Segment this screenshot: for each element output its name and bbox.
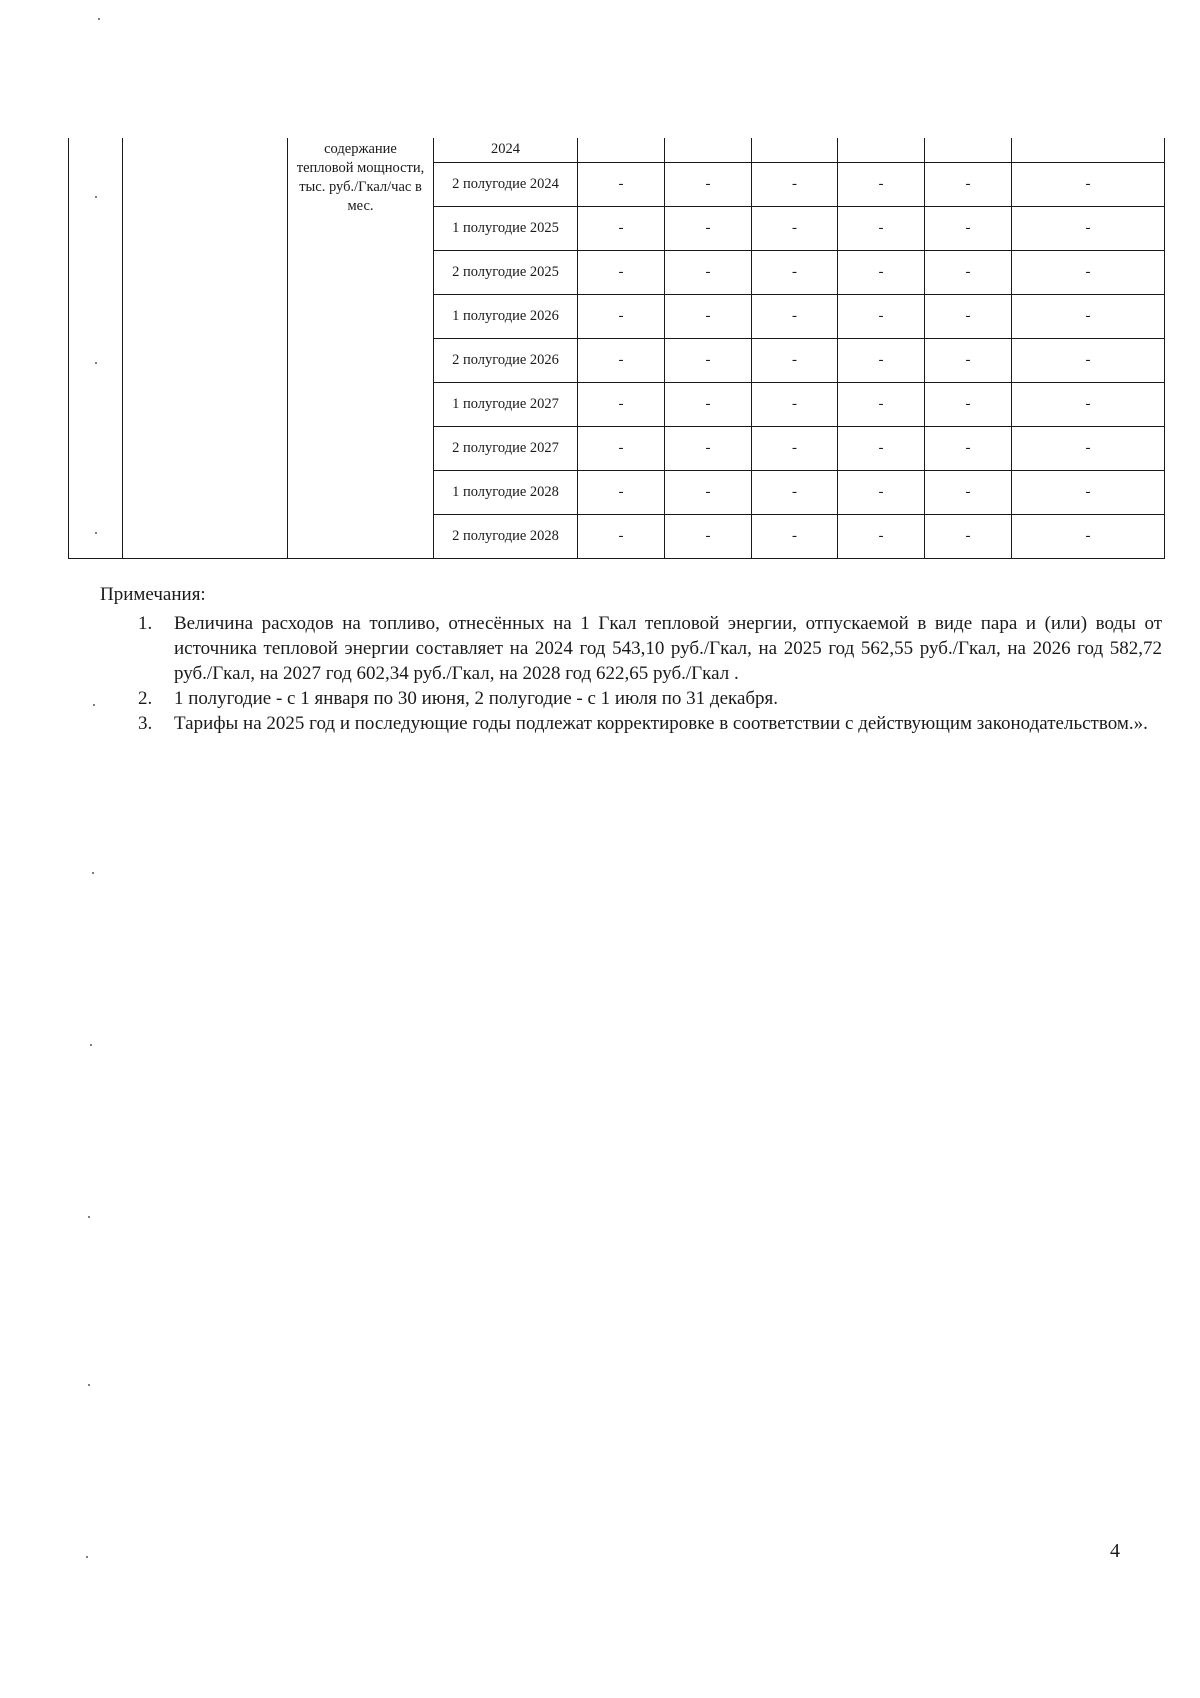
period-cell: 2024 — [434, 138, 578, 162]
period-cell: 2 полугодие 2027 — [434, 426, 578, 470]
value-cell: - — [1012, 162, 1165, 206]
note-item-3 — [100, 711, 1162, 736]
value-cell: - — [1012, 338, 1165, 382]
value-cell: - — [578, 162, 665, 206]
value-cell: - — [838, 426, 925, 470]
value-cell: - — [752, 294, 838, 338]
value-cell: - — [665, 206, 752, 250]
value-cell — [665, 138, 752, 162]
value-cell — [1012, 138, 1165, 162]
num-cell — [69, 138, 123, 558]
period-cell: 1 полугодие 2028 — [434, 470, 578, 514]
value-cell: - — [665, 250, 752, 294]
value-cell: - — [752, 162, 838, 206]
value-cell: - — [838, 470, 925, 514]
scan-speck — [88, 1216, 90, 1218]
value-cell: - — [578, 470, 665, 514]
value-cell — [578, 138, 665, 162]
value-cell: - — [838, 206, 925, 250]
value-cell: - — [665, 426, 752, 470]
value-cell: - — [752, 250, 838, 294]
tariff-table — [68, 138, 1165, 559]
period-cell: 2 полугодие 2026 — [434, 338, 578, 382]
value-cell: - — [752, 338, 838, 382]
period-cell: 1 полугодие 2026 — [434, 294, 578, 338]
value-cell: - — [838, 514, 925, 558]
value-cell: - — [665, 382, 752, 426]
value-cell: - — [1012, 470, 1165, 514]
value-cell: - — [925, 426, 1012, 470]
note-text: Величина расходов на топливо, отнесённых на 1 Гкал тепловой энергии, отпускаемой в виде пара и (или) воды от источника тепловой энергии составляет на 2024 год 543,10 руб./Гкал, на 2025 год 562,55 руб./Гкал, на 2026 год 582,72 руб./Гкал, на 2027 год 602,34 руб./Гкал, на 2028 год 622,65 руб./Гкал . — [174, 613, 1162, 684]
value-cell: - — [752, 470, 838, 514]
value-cell: - — [838, 382, 925, 426]
scan-speck — [86, 1556, 88, 1558]
value-cell: - — [665, 338, 752, 382]
value-cell: - — [665, 294, 752, 338]
scan-speck — [95, 196, 97, 198]
value-cell: - — [838, 294, 925, 338]
page-number: 4 — [1110, 1540, 1120, 1562]
value-cell: - — [752, 382, 838, 426]
value-cell: - — [838, 250, 925, 294]
value-cell: - — [578, 206, 665, 250]
value-cell: - — [925, 250, 1012, 294]
value-cell: - — [665, 162, 752, 206]
notes-title: Примечания: — [100, 584, 206, 605]
value-cell: - — [578, 514, 665, 558]
note-number: 3. — [138, 713, 153, 734]
notes-section — [100, 582, 1162, 736]
note-item-1 — [100, 611, 1162, 686]
value-cell: - — [925, 382, 1012, 426]
value-cell — [752, 138, 838, 162]
value-cell: - — [925, 470, 1012, 514]
scan-speck — [95, 362, 97, 364]
scan-speck — [98, 18, 100, 20]
period-cell: 2 полугодие 2028 — [434, 514, 578, 558]
period-cell: 1 полугодие 2027 — [434, 382, 578, 426]
value-cell: - — [578, 294, 665, 338]
period-cell: 1 полугодие 2025 — [434, 206, 578, 250]
scan-speck — [92, 872, 94, 874]
value-cell: - — [665, 470, 752, 514]
value-cell: - — [752, 514, 838, 558]
value-cell: - — [1012, 206, 1165, 250]
table-row — [69, 138, 1165, 162]
value-cell: - — [665, 514, 752, 558]
value-cell: - — [578, 250, 665, 294]
note-text: 1 полугодие - с 1 января по 30 июня, 2 полугодие - с 1 июля по 31 декабря. — [174, 688, 779, 709]
note-number: 1. — [138, 613, 153, 634]
value-cell: - — [925, 514, 1012, 558]
scan-speck — [90, 1044, 92, 1046]
scan-speck — [93, 704, 95, 706]
value-cell: - — [578, 426, 665, 470]
scan-speck — [95, 532, 97, 534]
note-number: 2. — [138, 688, 153, 709]
period-cell: 2 полугодие 2024 — [434, 162, 578, 206]
value-cell: - — [925, 338, 1012, 382]
indicator-description: содержание тепловой мощности, тыс. руб./Гкал/час в мес. — [288, 138, 434, 558]
value-cell: - — [578, 338, 665, 382]
value-cell: - — [925, 294, 1012, 338]
value-cell: - — [838, 162, 925, 206]
value-cell: - — [752, 426, 838, 470]
value-cell: - — [838, 338, 925, 382]
value-cell: - — [1012, 382, 1165, 426]
value-cell: - — [925, 206, 1012, 250]
period-cell: 2 полугодие 2025 — [434, 250, 578, 294]
value-cell: - — [1012, 426, 1165, 470]
note-item-2 — [100, 686, 1162, 711]
note-text: Тарифы на 2025 год и последующие годы подлежат корректировке в соответствии с действующим законодательством.». — [174, 713, 1148, 734]
value-cell: - — [578, 382, 665, 426]
scan-speck — [88, 1384, 90, 1386]
value-cell: - — [925, 162, 1012, 206]
value-cell: - — [1012, 514, 1165, 558]
value-cell: - — [1012, 294, 1165, 338]
value-cell: - — [752, 206, 838, 250]
name-cell — [123, 138, 288, 558]
value-cell: - — [1012, 250, 1165, 294]
value-cell — [925, 138, 1012, 162]
value-cell — [838, 138, 925, 162]
